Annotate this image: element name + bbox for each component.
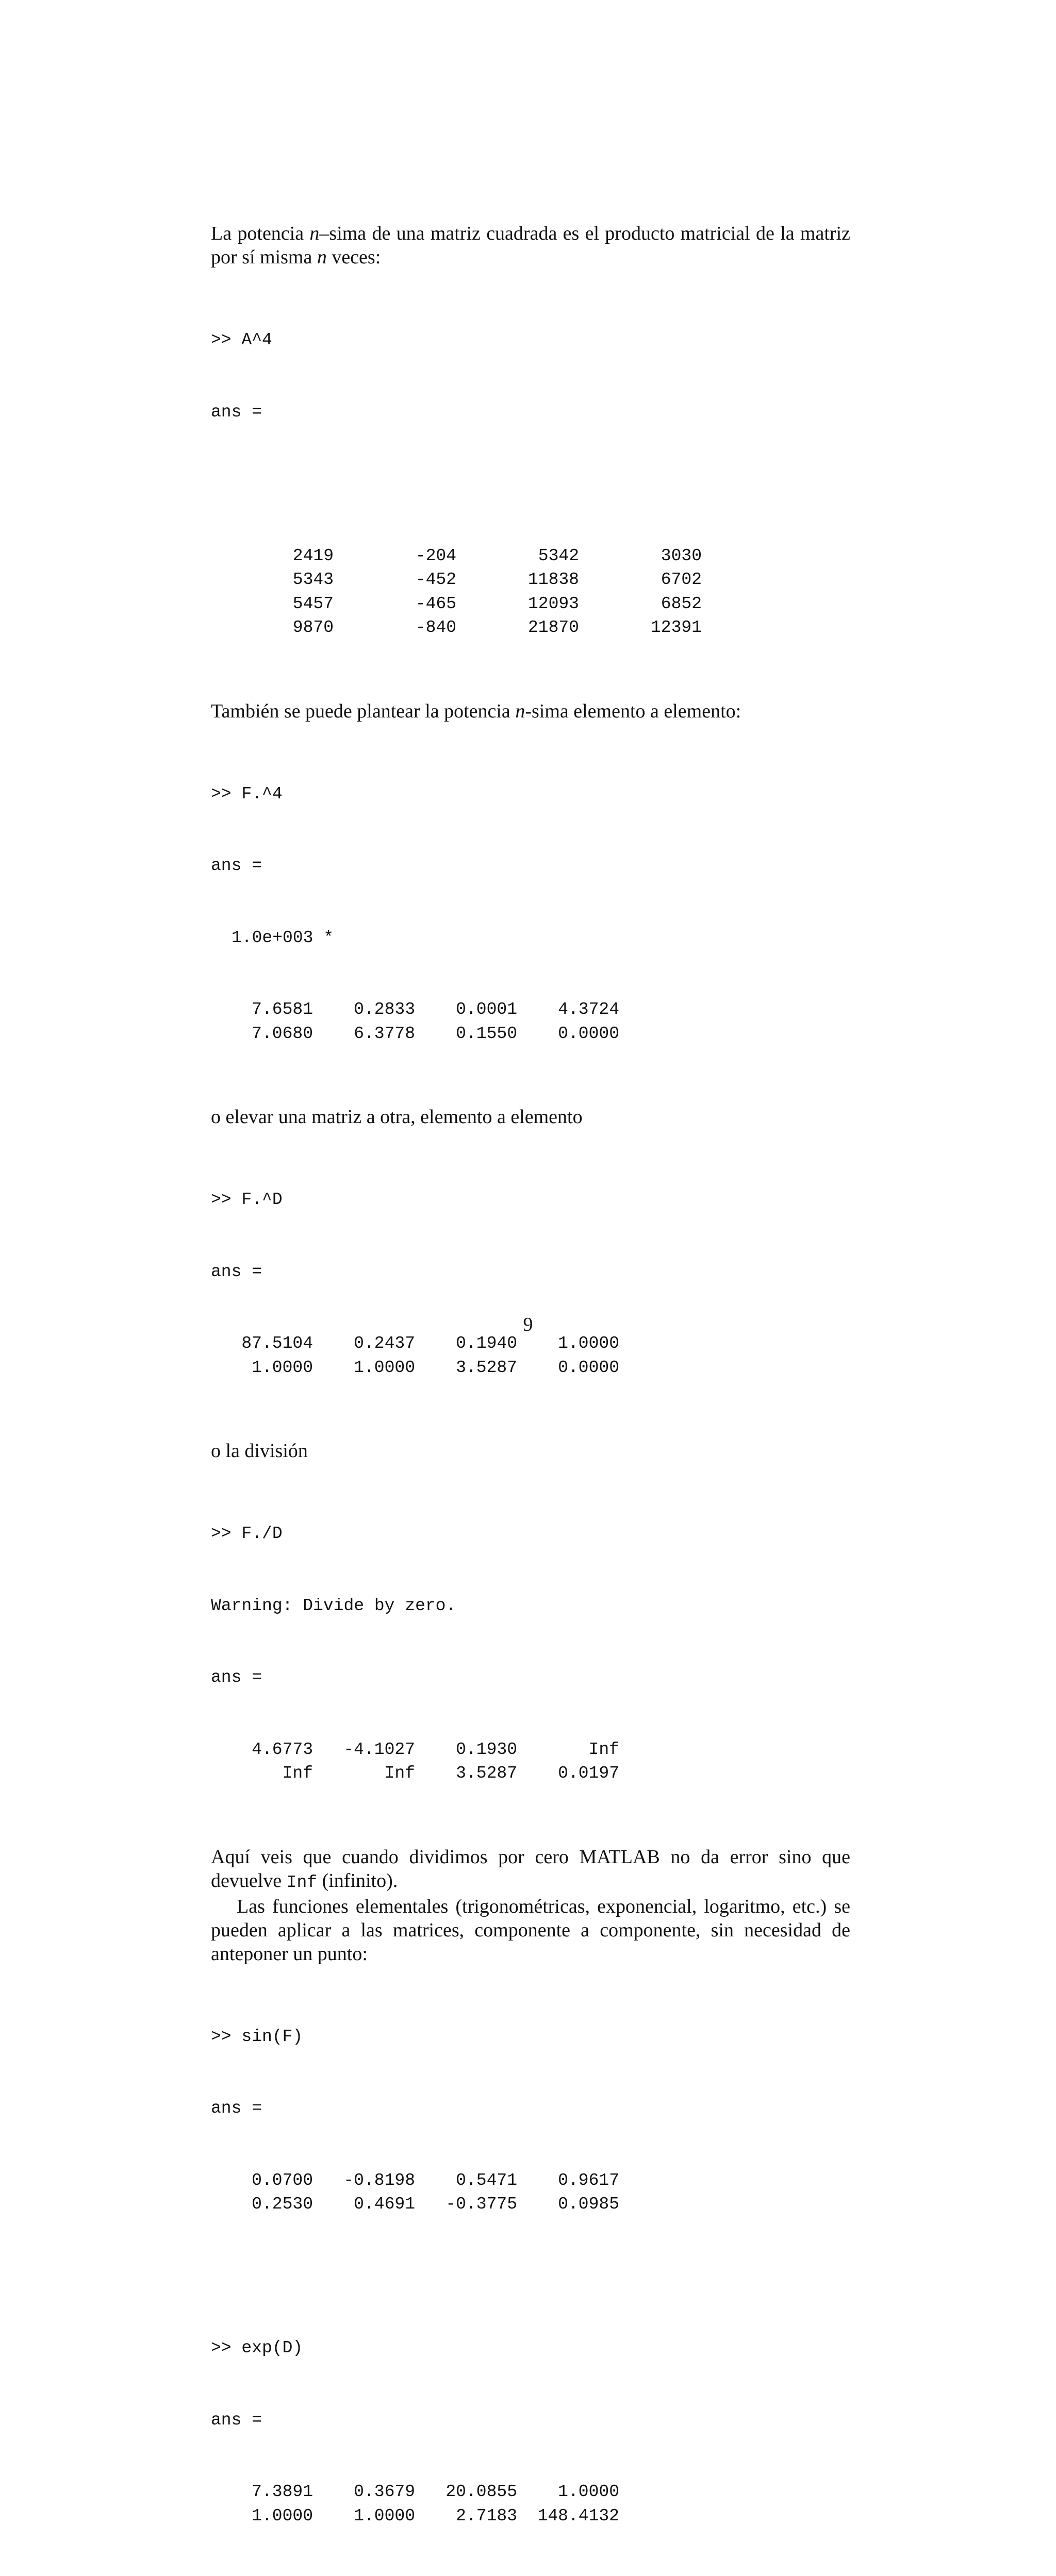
matrix-cell: 0.1940 bbox=[415, 1332, 517, 1356]
result-matrix bbox=[211, 1332, 619, 1380]
elevar-paragraph: o elevar una matriz a otra, elemento a elemento bbox=[211, 1105, 850, 1129]
ans-label: ans = bbox=[211, 400, 850, 425]
code-block-f-div-d bbox=[211, 1474, 850, 1834]
division-paragraph: o la división bbox=[211, 1439, 850, 1463]
funciones-paragraph: Las funciones elementales (trigonométricas, exponencial, logaritmo, etc.) se pueden aplicar a las matrices, componente a componente, sin necesidad de anteponer un punto: bbox=[211, 1895, 850, 1966]
matrix-cell: Inf bbox=[517, 1738, 619, 1762]
matrix-cell: 6.3778 bbox=[313, 1022, 415, 1046]
matrix-cell: 0.2833 bbox=[313, 998, 415, 1022]
matrix-cell: 1.0000 bbox=[211, 1356, 313, 1380]
ans-label: ans = bbox=[211, 854, 850, 878]
matrix-cell: 0.0197 bbox=[517, 1762, 619, 1786]
matrix-cell: -452 bbox=[334, 568, 456, 592]
code-block-f-pow4 bbox=[211, 734, 850, 1094]
matrix-cell: 3.5287 bbox=[415, 1762, 517, 1786]
page-body bbox=[211, 222, 850, 2576]
page-number: 9 bbox=[0, 1313, 1056, 1336]
command-prompt: >> A^4 bbox=[211, 328, 850, 353]
matrix-cell: 5342 bbox=[456, 544, 579, 568]
command-prompt: >> sin(F) bbox=[211, 2025, 850, 2049]
matrix-row bbox=[211, 2169, 619, 2193]
matrix-row bbox=[211, 568, 702, 592]
matrix-cell: 87.5104 bbox=[211, 1332, 313, 1356]
matrix-row bbox=[211, 998, 619, 1022]
matrix-row bbox=[211, 2193, 619, 2217]
matrix-cell: -4.1027 bbox=[313, 1738, 415, 1762]
matrix-row bbox=[211, 1762, 619, 1786]
matrix-cell: 0.9617 bbox=[517, 2169, 619, 2193]
matrix-cell: -0.3775 bbox=[415, 2193, 517, 2217]
math-n: n bbox=[317, 246, 327, 268]
matrix-cell: 0.2530 bbox=[211, 2193, 313, 2217]
matrix-row bbox=[211, 544, 702, 568]
matrix-row bbox=[211, 2504, 619, 2529]
matrix-cell: 0.0001 bbox=[415, 998, 517, 1022]
math-n: n bbox=[515, 700, 525, 722]
matrix-cell: 0.2437 bbox=[313, 1332, 415, 1356]
inf-paragraph bbox=[211, 1845, 850, 1895]
scale-factor: 1.0e+003 * bbox=[211, 926, 850, 950]
matrix-cell: 21870 bbox=[456, 616, 579, 640]
matrix-cell: -0.8198 bbox=[313, 2169, 415, 2193]
ans-label: ans = bbox=[211, 1666, 850, 1690]
matrix-cell: 12093 bbox=[456, 592, 579, 616]
ans-label: ans = bbox=[211, 1260, 850, 1284]
command-prompt: >> F.^4 bbox=[211, 782, 850, 807]
matrix-cell: Inf bbox=[211, 1762, 313, 1786]
result-matrix bbox=[211, 2480, 619, 2528]
matrix-cell: 5457 bbox=[211, 592, 334, 616]
matrix-cell: 3.5287 bbox=[415, 1356, 517, 1380]
matrix-cell: 0.0985 bbox=[517, 2193, 619, 2217]
matrix-cell: 2.7183 bbox=[415, 2504, 517, 2529]
paragraph-text: -sima elemento a elemento: bbox=[525, 700, 741, 722]
ans-label: ans = bbox=[211, 2408, 850, 2433]
result-matrix bbox=[211, 544, 702, 640]
matrix-cell: 0.3679 bbox=[313, 2480, 415, 2504]
matrix-cell: 0.0000 bbox=[517, 1022, 619, 1046]
code-block-sin bbox=[211, 1977, 850, 2576]
matrix-cell: 1.0000 bbox=[313, 1356, 415, 1380]
matrix-cell: 0.0000 bbox=[517, 1356, 619, 1380]
paragraph-text: También se puede plantear la potencia bbox=[211, 700, 515, 722]
matrix-cell: 148.4132 bbox=[517, 2504, 619, 2529]
math-n: n bbox=[309, 223, 319, 244]
warning-message: Warning: Divide by zero. bbox=[211, 1594, 850, 1618]
matrix-cell: 6702 bbox=[579, 568, 702, 592]
matrix-cell: 0.4691 bbox=[313, 2193, 415, 2217]
matrix-cell: 9870 bbox=[211, 616, 334, 640]
matrix-cell: -840 bbox=[334, 616, 456, 640]
matrix-cell: 12391 bbox=[579, 616, 702, 640]
code-block-a-power bbox=[211, 280, 850, 688]
matrix-cell: 0.1550 bbox=[415, 1022, 517, 1046]
paragraph-text: (infinito). bbox=[317, 1870, 398, 1892]
paragraph-text: Aquí veis que cuando dividimos por cero MATLAB no da error sino que devuelve bbox=[211, 1846, 850, 1892]
matrix-cell: 0.5471 bbox=[415, 2169, 517, 2193]
matrix-row bbox=[211, 1356, 619, 1380]
matrix-cell: 0.0700 bbox=[211, 2169, 313, 2193]
matrix-cell: -204 bbox=[334, 544, 456, 568]
matrix-cell: 7.6581 bbox=[211, 998, 313, 1022]
matrix-cell: 1.0000 bbox=[211, 2504, 313, 2529]
matrix-row bbox=[211, 592, 702, 616]
result-matrix bbox=[211, 1738, 619, 1786]
intro-text: veces: bbox=[327, 246, 381, 268]
intro-text: La potencia bbox=[211, 223, 309, 244]
matrix-cell: 7.0680 bbox=[211, 1022, 313, 1046]
command-prompt: >> F./D bbox=[211, 1522, 850, 1546]
intro-paragraph bbox=[211, 222, 850, 269]
matrix-row bbox=[211, 2480, 619, 2504]
command-prompt: >> F.^D bbox=[211, 1188, 850, 1212]
matrix-cell: -465 bbox=[334, 592, 456, 616]
matrix-cell: 0.1930 bbox=[415, 1738, 517, 1762]
matrix-cell: 5343 bbox=[211, 568, 334, 592]
matrix-cell: 1.0000 bbox=[313, 2504, 415, 2529]
code-block-f-pow-d bbox=[211, 1140, 850, 1428]
matrix-cell: 1.0000 bbox=[517, 1332, 619, 1356]
matrix-cell: 11838 bbox=[456, 568, 579, 592]
intro-text: –sima de una matriz cuadrada es el producto matricial de la matriz por sí misma bbox=[211, 223, 850, 268]
matrix-row bbox=[211, 1022, 619, 1046]
matrix-cell: 20.0855 bbox=[415, 2480, 517, 2504]
elementwise-paragraph bbox=[211, 699, 850, 723]
matrix-row bbox=[211, 1738, 619, 1762]
matrix-cell: 6852 bbox=[579, 592, 702, 616]
matrix-cell: 7.3891 bbox=[211, 2480, 313, 2504]
inline-code: Inf bbox=[287, 1873, 317, 1892]
matrix-cell: 1.0000 bbox=[517, 2480, 619, 2504]
matrix-cell: 4.6773 bbox=[211, 1738, 313, 1762]
command-prompt: >> exp(D) bbox=[211, 2336, 850, 2361]
matrix-cell: 2419 bbox=[211, 544, 334, 568]
ans-label: ans = bbox=[211, 2097, 850, 2121]
result-matrix bbox=[211, 998, 619, 1046]
matrix-cell: Inf bbox=[313, 1762, 415, 1786]
result-matrix bbox=[211, 2169, 619, 2217]
matrix-cell: 4.3724 bbox=[517, 998, 619, 1022]
matrix-row bbox=[211, 616, 702, 640]
matrix-cell: 3030 bbox=[579, 544, 702, 568]
